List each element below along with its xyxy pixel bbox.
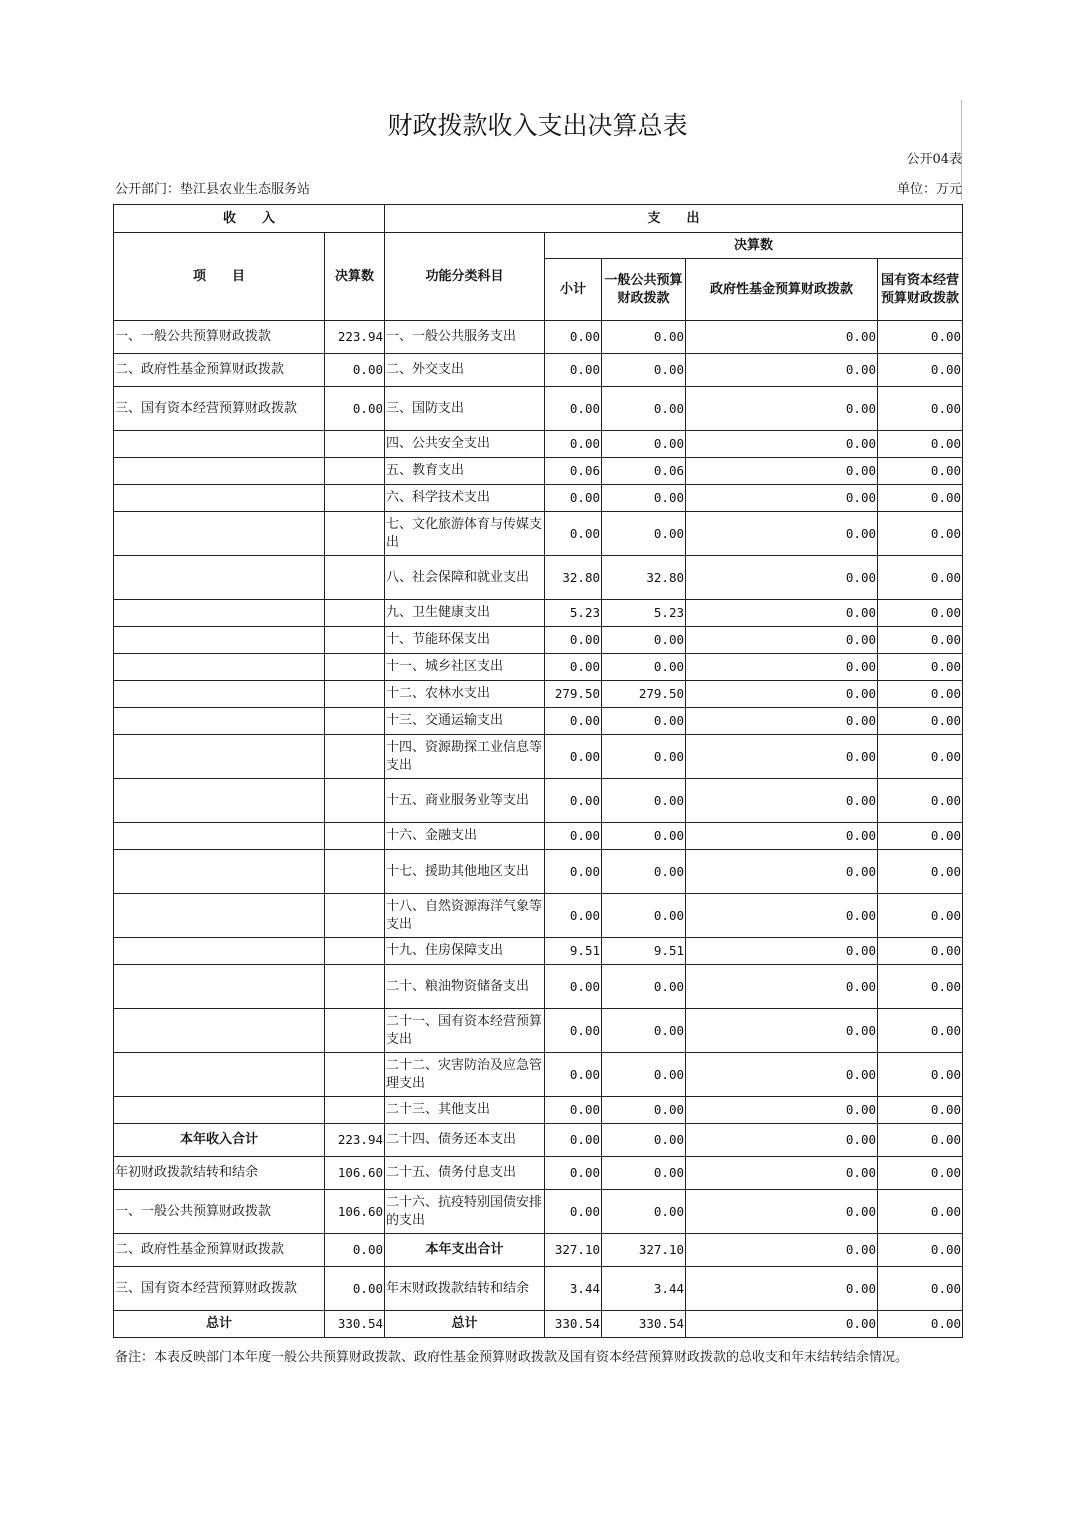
gov-fund-cell: 0.00: [686, 556, 878, 600]
state-capital-cell: 0.00: [878, 708, 963, 735]
state-capital-cell: 0.00: [878, 1267, 963, 1311]
income-item-cell: [114, 600, 325, 627]
state-capital-cell: 0.00: [878, 431, 963, 458]
income-header: 收 入: [114, 205, 385, 233]
income-amount-header: 决算数: [325, 233, 385, 321]
table-row: [114, 1190, 963, 1234]
state-capital-cell: 0.00: [878, 627, 963, 654]
general-budget-header: 一般公共预算财政拨款: [602, 259, 686, 321]
state-capital-cell: 0.00: [878, 654, 963, 681]
expense-item-cell: 年末财政拨款结转和结余: [385, 1267, 545, 1311]
income-item-cell: 年初财政拨款结转和结余: [114, 1157, 325, 1190]
gov-fund-cell: 0.00: [686, 965, 878, 1009]
subtotal-header: 小计: [545, 259, 602, 321]
gov-fund-cell: 0.00: [686, 708, 878, 735]
gov-fund-cell: 0.00: [686, 627, 878, 654]
subtotal-cell: 0.00: [545, 894, 602, 938]
state-capital-cell: 0.00: [878, 1097, 963, 1124]
general-budget-cell: 0.00: [602, 735, 686, 779]
subtotal-cell: 0.00: [545, 485, 602, 512]
table-row: [114, 1157, 963, 1190]
table-row: [114, 321, 963, 354]
income-amount-cell: [325, 735, 385, 779]
subtotal-cell: 3.44: [545, 1267, 602, 1311]
state-capital-cell: 0.00: [878, 354, 963, 387]
gov-fund-cell: 0.00: [686, 485, 878, 512]
table-row: [114, 938, 963, 965]
expense-item-cell: 十一、城乡社区支出: [385, 654, 545, 681]
table-row: [114, 600, 963, 627]
gov-fund-cell: 0.00: [686, 894, 878, 938]
income-amount-cell: [325, 681, 385, 708]
income-amount-cell: [325, 1053, 385, 1097]
gov-fund-cell: 0.00: [686, 1190, 878, 1234]
state-capital-cell: 0.00: [878, 1190, 963, 1234]
subtotal-cell: 5.23: [545, 600, 602, 627]
income-amount-cell: [325, 627, 385, 654]
state-capital-cell: 0.00: [878, 556, 963, 600]
income-item-cell: 本年收入合计: [114, 1124, 325, 1157]
subtotal-cell: 0.00: [545, 850, 602, 894]
general-budget-cell: 5.23: [602, 600, 686, 627]
gov-fund-cell: 0.00: [686, 1124, 878, 1157]
fiscal-summary-table: [113, 204, 963, 1338]
subtotal-cell: 32.80: [545, 556, 602, 600]
subtotal-cell: 0.00: [545, 627, 602, 654]
subtotal-cell: 0.00: [545, 512, 602, 556]
state-capital-cell: 0.00: [878, 1234, 963, 1267]
expense-item-cell: 本年支出合计: [385, 1234, 545, 1267]
general-budget-cell: 0.00: [602, 708, 686, 735]
expense-item-cell: 二十一、国有资本经营预算支出: [385, 1009, 545, 1053]
table-row: [114, 1097, 963, 1124]
expense-item-cell: 十五、商业服务业等支出: [385, 779, 545, 823]
income-item-cell: [114, 1097, 325, 1124]
general-budget-cell: 32.80: [602, 556, 686, 600]
state-capital-cell: 0.00: [878, 965, 963, 1009]
income-item-cell: 二、政府性基金预算财政拨款: [114, 354, 325, 387]
state-capital-cell: 0.00: [878, 512, 963, 556]
table-row: [114, 1124, 963, 1157]
unit-label: 单位：万元: [896, 182, 962, 197]
income-item-cell: [114, 823, 325, 850]
gov-fund-cell: 0.00: [686, 823, 878, 850]
income-item-cell: [114, 485, 325, 512]
income-item-cell: [114, 654, 325, 681]
income-amount-cell: [325, 556, 385, 600]
state-capital-cell: 0.00: [878, 1157, 963, 1190]
general-budget-cell: 0.00: [602, 512, 686, 556]
expense-item-cell: 二十、粮油物资储备支出: [385, 965, 545, 1009]
income-amount-cell: 0.00: [325, 1267, 385, 1311]
table-row: [114, 512, 963, 556]
general-budget-cell: 279.50: [602, 681, 686, 708]
gov-fund-cell: 0.00: [686, 1097, 878, 1124]
income-amount-cell: [325, 894, 385, 938]
general-budget-cell: 0.00: [602, 654, 686, 681]
income-item-cell: [114, 735, 325, 779]
subtotal-cell: 0.00: [545, 1190, 602, 1234]
state-capital-cell: 0.00: [878, 735, 963, 779]
expense-item-cell: 二十六、抗疫特别国债安排的支出: [385, 1190, 545, 1234]
income-item-cell: 二、政府性基金预算财政拨款: [114, 1234, 325, 1267]
expense-item-cell: 十七、援助其他地区支出: [385, 850, 545, 894]
gov-fund-cell: 0.00: [686, 938, 878, 965]
item-header: 项 目: [114, 233, 325, 321]
subtotal-cell: 0.00: [545, 735, 602, 779]
income-item-cell: 总计: [114, 1311, 325, 1338]
gov-fund-header: 政府性基金预算财政拨款: [686, 259, 878, 321]
state-capital-cell: 0.00: [878, 321, 963, 354]
income-amount-cell: 330.54: [325, 1311, 385, 1338]
income-item-cell: [114, 1009, 325, 1053]
gov-fund-cell: 0.00: [686, 1009, 878, 1053]
gov-fund-cell: 0.00: [686, 1157, 878, 1190]
income-item-cell: [114, 512, 325, 556]
table-row: [114, 1311, 963, 1338]
general-budget-cell: 0.00: [602, 1124, 686, 1157]
income-item-cell: [114, 431, 325, 458]
expense-item-cell: 四、公共安全支出: [385, 431, 545, 458]
table-row: [114, 387, 963, 431]
state-capital-cell: 0.00: [878, 779, 963, 823]
income-amount-cell: [325, 1097, 385, 1124]
general-budget-cell: 0.00: [602, 354, 686, 387]
general-budget-cell: 0.00: [602, 1190, 686, 1234]
final-amount-header: 决算数: [545, 233, 963, 259]
expense-item-cell: 二十二、灾害防治及应急管理支出: [385, 1053, 545, 1097]
state-capital-cell: 0.00: [878, 1311, 963, 1338]
department-label: 公开部门：垫江县农业生态服务站: [115, 182, 311, 197]
expense-item-cell: 十八、自然资源海洋气象等支出: [385, 894, 545, 938]
expense-item-cell: 十六、金融支出: [385, 823, 545, 850]
table-row: [114, 654, 963, 681]
income-amount-cell: [325, 850, 385, 894]
general-budget-cell: 0.00: [602, 321, 686, 354]
general-budget-cell: 0.00: [602, 779, 686, 823]
form-number: 公开04表: [906, 152, 962, 167]
subtotal-cell: 9.51: [545, 938, 602, 965]
income-item-cell: [114, 938, 325, 965]
table-row: [114, 850, 963, 894]
gov-fund-cell: 0.00: [686, 735, 878, 779]
gov-fund-cell: 0.00: [686, 681, 878, 708]
income-item-cell: [114, 850, 325, 894]
income-item-cell: [114, 779, 325, 823]
income-item-cell: [114, 458, 325, 485]
state-capital-cell: 0.00: [878, 1009, 963, 1053]
gov-fund-cell: 0.00: [686, 354, 878, 387]
table-row: [114, 894, 963, 938]
expense-item-cell: 十四、资源勘探工业信息等支出: [385, 735, 545, 779]
subtotal-cell: 330.54: [545, 1311, 602, 1338]
subtotal-cell: 0.06: [545, 458, 602, 485]
income-amount-cell: 106.60: [325, 1190, 385, 1234]
state-capital-cell: 0.00: [878, 485, 963, 512]
expense-item-cell: 十、节能环保支出: [385, 627, 545, 654]
income-amount-cell: 0.00: [325, 1234, 385, 1267]
income-amount-cell: 106.60: [325, 1157, 385, 1190]
subtotal-cell: 0.00: [545, 654, 602, 681]
income-amount-cell: [325, 431, 385, 458]
table-row: [114, 1053, 963, 1097]
general-budget-cell: 0.00: [602, 485, 686, 512]
table-row: [114, 354, 963, 387]
table-row: [114, 485, 963, 512]
general-budget-cell: 0.00: [602, 627, 686, 654]
subtotal-cell: 0.00: [545, 387, 602, 431]
subtotal-cell: 0.00: [545, 354, 602, 387]
table-row: [114, 627, 963, 654]
state-capital-cell: 0.00: [878, 938, 963, 965]
state-capital-cell: 0.00: [878, 387, 963, 431]
gov-fund-cell: 0.00: [686, 321, 878, 354]
income-item-cell: [114, 708, 325, 735]
income-amount-cell: [325, 458, 385, 485]
income-item-cell: [114, 627, 325, 654]
state-capital-cell: 0.00: [878, 1053, 963, 1097]
general-budget-cell: 0.00: [602, 431, 686, 458]
expense-item-cell: 三、国防支出: [385, 387, 545, 431]
income-item-cell: 三、国有资本经营预算财政拨款: [114, 1267, 325, 1311]
table-row: [114, 779, 963, 823]
income-amount-cell: [325, 779, 385, 823]
general-budget-cell: 0.00: [602, 823, 686, 850]
general-budget-cell: 327.10: [602, 1234, 686, 1267]
expense-item-cell: 一、一般公共服务支出: [385, 321, 545, 354]
expense-item-cell: 十三、交通运输支出: [385, 708, 545, 735]
expense-item-cell: 二、外交支出: [385, 354, 545, 387]
expense-item-cell: 十九、住房保障支出: [385, 938, 545, 965]
general-budget-cell: 9.51: [602, 938, 686, 965]
subtotal-cell: 0.00: [545, 1157, 602, 1190]
general-budget-cell: 0.00: [602, 965, 686, 1009]
table-row: [114, 1234, 963, 1267]
income-amount-cell: [325, 485, 385, 512]
subtotal-cell: 279.50: [545, 681, 602, 708]
subtotal-cell: 0.00: [545, 1124, 602, 1157]
general-budget-cell: 0.00: [602, 894, 686, 938]
subtotal-cell: 0.00: [545, 779, 602, 823]
gov-fund-cell: 0.00: [686, 431, 878, 458]
footnote: 备注：本表反映部门本年度一般公共预算财政拨款、政府性基金预算财政拨款及国有资本经营预算财政拨款的总收支和年末结转结余情况。: [115, 1350, 909, 1365]
subtotal-cell: 0.00: [545, 1097, 602, 1124]
state-capital-cell: 0.00: [878, 850, 963, 894]
income-item-cell: 三、国有资本经营预算财政拨款: [114, 387, 325, 431]
income-amount-cell: [325, 654, 385, 681]
subtotal-cell: 0.00: [545, 1053, 602, 1097]
subtotal-cell: 0.00: [545, 823, 602, 850]
table-body: [114, 321, 963, 1338]
page-title: 财政拨款收入支出决算总表: [387, 111, 688, 140]
func-category-header: 功能分类科目: [385, 233, 545, 321]
general-budget-cell: 0.00: [602, 1157, 686, 1190]
general-budget-cell: 0.00: [602, 850, 686, 894]
table-row: [114, 1267, 963, 1311]
state-capital-cell: 0.00: [878, 681, 963, 708]
table-row: [114, 1009, 963, 1053]
gov-fund-cell: 0.00: [686, 600, 878, 627]
income-amount-cell: [325, 1009, 385, 1053]
expense-item-cell: 二十四、债务还本支出: [385, 1124, 545, 1157]
income-item-cell: [114, 681, 325, 708]
gov-fund-cell: 0.00: [686, 779, 878, 823]
income-item-cell: 一、一般公共预算财政拨款: [114, 321, 325, 354]
income-amount-cell: [325, 938, 385, 965]
general-budget-cell: 0.00: [602, 1097, 686, 1124]
gov-fund-cell: 0.00: [686, 850, 878, 894]
general-budget-cell: 3.44: [602, 1267, 686, 1311]
gov-fund-cell: 0.00: [686, 387, 878, 431]
expense-item-cell: 二十五、债务付息支出: [385, 1157, 545, 1190]
subtotal-cell: 0.00: [545, 965, 602, 1009]
table-row: [114, 823, 963, 850]
general-budget-cell: 0.00: [602, 1053, 686, 1097]
income-item-cell: [114, 894, 325, 938]
income-amount-cell: 0.00: [325, 354, 385, 387]
state-capital-cell: 0.00: [878, 600, 963, 627]
income-item-cell: 一、一般公共预算财政拨款: [114, 1190, 325, 1234]
state-capital-cell: 0.00: [878, 1124, 963, 1157]
income-amount-cell: 223.94: [325, 321, 385, 354]
income-amount-cell: [325, 823, 385, 850]
state-capital-cell: 0.00: [878, 458, 963, 485]
subtotal-cell: 327.10: [545, 1234, 602, 1267]
income-amount-cell: [325, 600, 385, 627]
gov-fund-cell: 0.00: [686, 654, 878, 681]
table-row: [114, 431, 963, 458]
gov-fund-cell: 0.00: [686, 1267, 878, 1311]
gov-fund-cell: 0.00: [686, 512, 878, 556]
income-amount-cell: 223.94: [325, 1124, 385, 1157]
table-row: [114, 681, 963, 708]
gov-fund-cell: 0.00: [686, 1311, 878, 1338]
general-budget-cell: 330.54: [602, 1311, 686, 1338]
expense-item-cell: 七、文化旅游体育与传媒支出: [385, 512, 545, 556]
income-amount-cell: [325, 708, 385, 735]
expense-header: 支 出: [385, 205, 963, 233]
gov-fund-cell: 0.00: [686, 1234, 878, 1267]
expense-item-cell: 二十三、其他支出: [385, 1097, 545, 1124]
income-item-cell: [114, 1053, 325, 1097]
table-row: [114, 556, 963, 600]
general-budget-cell: 0.00: [602, 1009, 686, 1053]
expense-item-cell: 总计: [385, 1311, 545, 1338]
income-item-cell: [114, 556, 325, 600]
subtotal-cell: 0.00: [545, 1009, 602, 1053]
general-budget-cell: 0.06: [602, 458, 686, 485]
table-row: [114, 708, 963, 735]
income-item-cell: [114, 965, 325, 1009]
table-row: [114, 735, 963, 779]
subtotal-cell: 0.00: [545, 431, 602, 458]
gov-fund-cell: 0.00: [686, 1053, 878, 1097]
table-row: [114, 965, 963, 1009]
income-amount-cell: 0.00: [325, 387, 385, 431]
gov-fund-cell: 0.00: [686, 458, 878, 485]
state-capital-header: 国有资本经营预算财政拨款: [878, 259, 963, 321]
expense-item-cell: 五、教育支出: [385, 458, 545, 485]
state-capital-cell: 0.00: [878, 823, 963, 850]
expense-item-cell: 十二、农林水支出: [385, 681, 545, 708]
subtotal-cell: 0.00: [545, 321, 602, 354]
income-amount-cell: [325, 965, 385, 1009]
general-budget-cell: 0.00: [602, 387, 686, 431]
income-amount-cell: [325, 512, 385, 556]
table-row: [114, 458, 963, 485]
subtotal-cell: 0.00: [545, 708, 602, 735]
expense-item-cell: 八、社会保障和就业支出: [385, 556, 545, 600]
expense-item-cell: 六、科学技术支出: [385, 485, 545, 512]
state-capital-cell: 0.00: [878, 894, 963, 938]
expense-item-cell: 九、卫生健康支出: [385, 600, 545, 627]
